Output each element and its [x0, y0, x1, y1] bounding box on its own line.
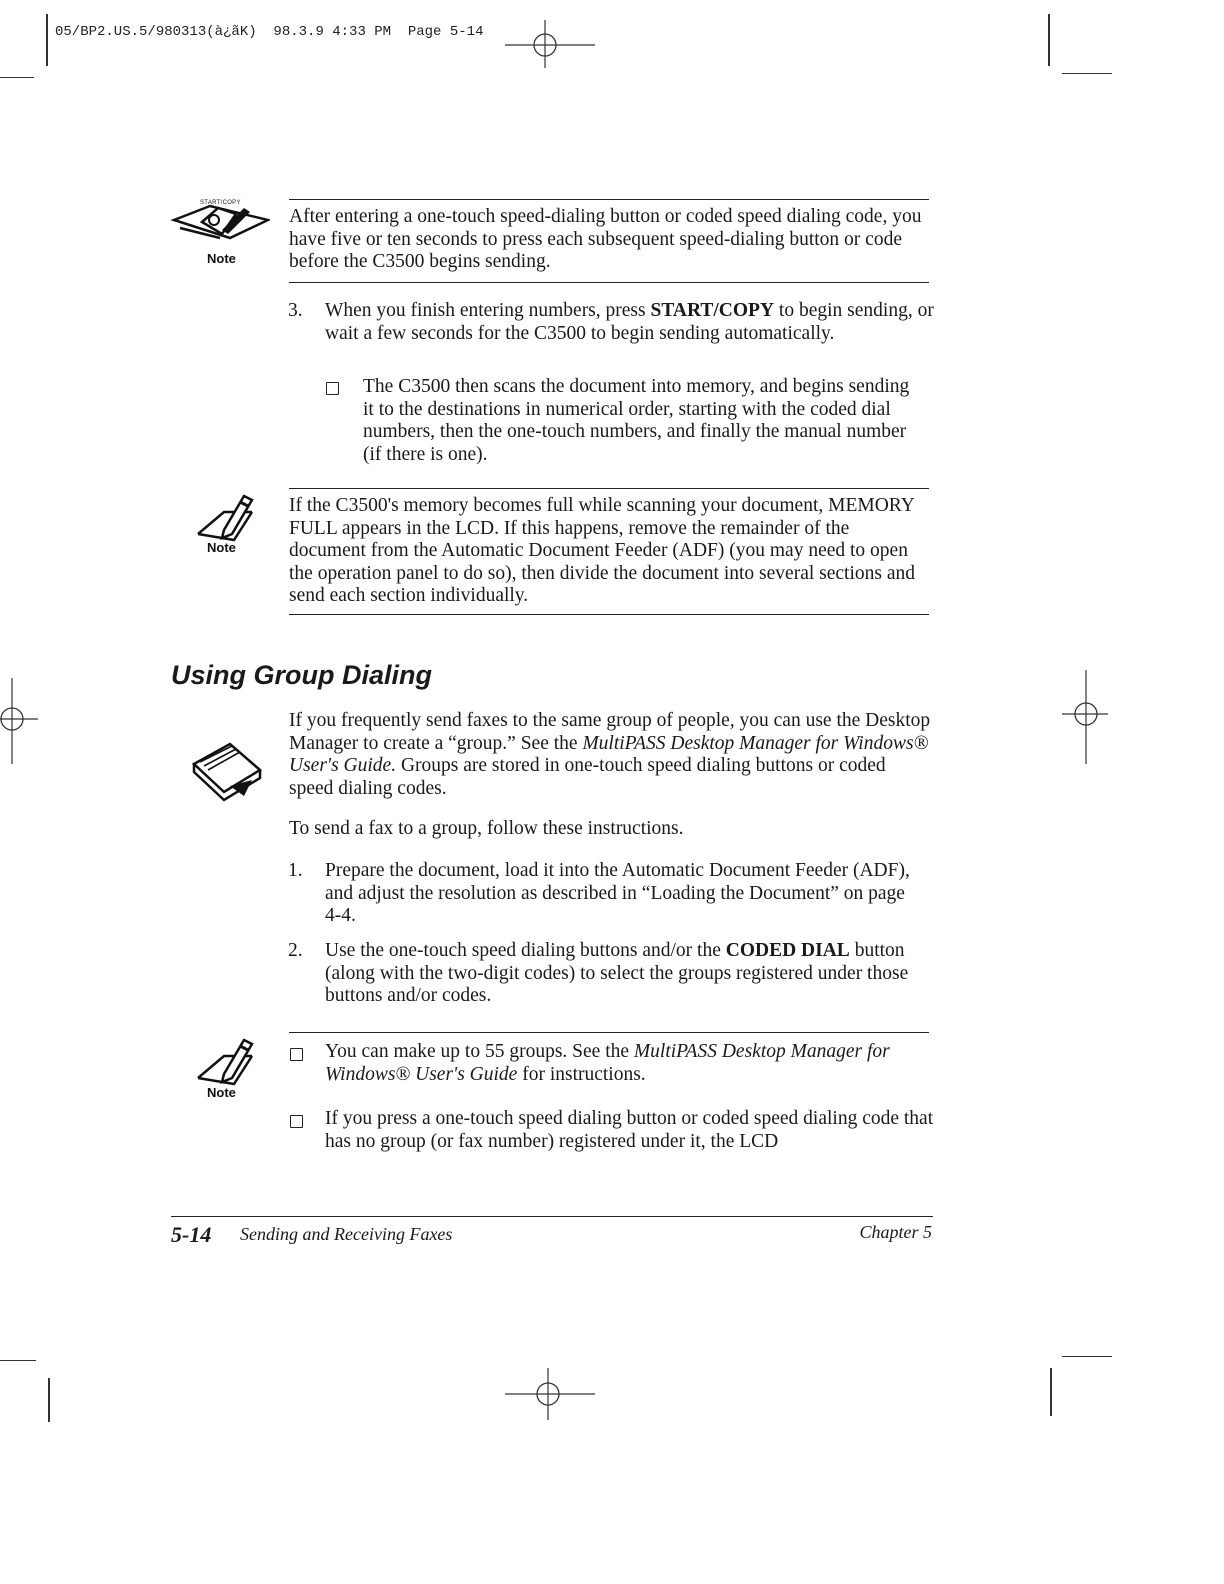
footer-chapter: Chapter 5: [859, 1222, 932, 1242]
step-text-part: button (along with the two-digit codes) to select the groups registered under those buttons and/or codes.: [325, 940, 909, 1006]
start-copy-key-label: START/COPY: [650, 300, 775, 321]
step-text-part: to begin sending, or wait a few seconds for the C3500 to begin sending automatically.: [325, 300, 934, 344]
crop-mark: [1062, 1356, 1112, 1357]
crop-mark: [1050, 1368, 1052, 1416]
registration-mark-bottom: [500, 1364, 600, 1424]
intro-text-part: If you frequently send faxes to the same group of people, you can use the Desktop Manager to create a “group.” See the: [289, 710, 931, 754]
crop-mark: [0, 77, 34, 78]
step-text: [325, 300, 935, 345]
step-number: 1.: [288, 860, 303, 881]
note-text: After entering a one-touch speed-dialing button or coded speed dialing code, you have five or ten seconds to press each subsequent speed-dialing button or code before the C3500 begins sending.: [289, 206, 922, 272]
note-bottom-rule: [289, 282, 929, 283]
footer-section-title: Sending and Receiving Faxes: [240, 1224, 453, 1244]
crop-mark: [48, 1378, 50, 1422]
section-intro: [289, 710, 931, 800]
registration-mark-right: [1060, 668, 1110, 768]
guide-title: MultiPASS Desktop Manager for Windows® User's Guide: [325, 1041, 890, 1085]
crop-mark: [46, 14, 48, 66]
registration-mark-top: [500, 14, 600, 70]
print-slug: 05/BP2.US.5/980313(à¿ãK) 98.3.9 4:33 PM Page 5-14: [55, 24, 484, 40]
step-text: Prepare the document, load it into the Automatic Document Feeder (ADF), and adjust the resolution as described in “Loading the Document” on page 4-4.: [325, 860, 910, 926]
note-bottom-rule: [289, 614, 929, 615]
footer-page-number: 5-14: [171, 1222, 212, 1247]
pencil-note-icon: [194, 1036, 258, 1088]
checkbox-bullet: [326, 382, 339, 395]
start-copy-note-icon: [170, 198, 270, 254]
note-label: Note: [207, 251, 236, 266]
checkbox-bullet: [290, 1048, 303, 1061]
crop-mark: [1062, 73, 1112, 74]
step-text: [325, 940, 925, 1008]
note-label: Note: [207, 1085, 236, 1100]
crop-mark: [0, 1360, 36, 1361]
step-text-part: When you finish entering numbers, press: [325, 300, 651, 321]
crop-mark: [1048, 14, 1050, 66]
coded-dial-key-label: CODED DIAL: [725, 940, 850, 961]
step-number: 2.: [288, 940, 303, 961]
bullet-text: The C3500 then scans the document into memory, and begins sending it to the destinations in numerical order, starting with the coded dial numbers, then the one-touch numbers, and finally the manual number (if there is one).: [363, 376, 910, 465]
note-top-rule: [289, 1032, 929, 1033]
manual-reference-icon: [190, 740, 266, 802]
note-text: If the C3500's memory becomes full while scanning your document, MEMORY FULL appears in the LCD. If this happens, remove the remainder of the document from the Automatic Document Feeder (ADF) (you may need to open the operation panel to do so), then divide the document into several sections and send each section individually.: [289, 495, 915, 606]
step-text-part: Use the one-touch speed dialing buttons and/or the: [325, 940, 726, 961]
note-text-part: for instructions.: [517, 1063, 646, 1085]
note-top-rule: [289, 199, 929, 200]
checkbox-bullet: [290, 1115, 303, 1128]
intro-text-part: Groups are stored in one-touch speed dialing buttons or coded speed dialing codes.: [289, 755, 886, 799]
pencil-note-icon: [194, 492, 258, 544]
note-top-rule: [289, 488, 929, 489]
note-label: Note: [207, 540, 236, 555]
registration-mark-left: [0, 676, 40, 766]
note-bullet-text: [325, 1041, 925, 1086]
guide-title: MultiPASS Desktop Manager for Windows® User's Guide.: [289, 732, 929, 776]
footer-rule: [171, 1216, 933, 1217]
instruction-line: To send a fax to a group, follow these instructions.: [289, 818, 684, 839]
note-text-part: You can make up to 55 groups. See the: [325, 1041, 634, 1062]
note-bullet-text: If you press a one-touch speed dialing button or coded speed dialing code that has no group (or fax number) registered under it, the LCD: [325, 1108, 934, 1152]
step-number: 3.: [288, 300, 303, 321]
start-copy-icon-label: START/COPY: [200, 200, 241, 206]
section-heading: Using Group Dialing: [171, 660, 432, 690]
